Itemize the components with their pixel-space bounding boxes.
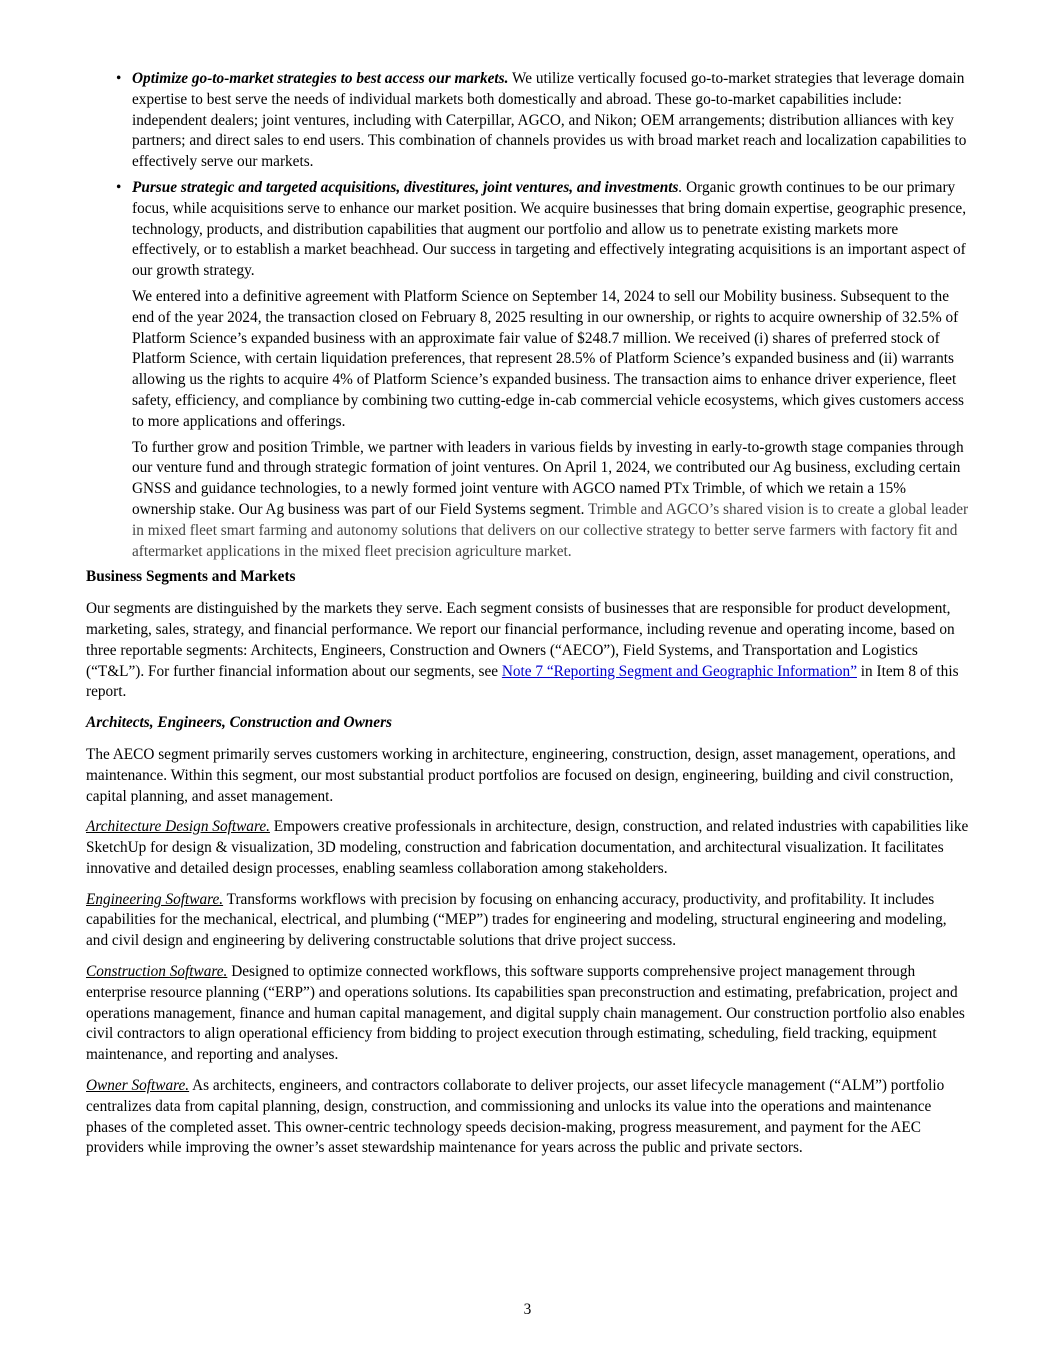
item-label: Construction Software. xyxy=(86,963,228,981)
ventures-text-gray: Trimble and AGCO’s shared vision is to create a global leader in mixed fleet smart farming and autonomy solutions that delivers on our collective strategy to better serve farmers with factory fit and aftermarket applications in the mixed fleet precision agriculture market. xyxy=(132,500,969,560)
item-text: Transforms workflows with precision by focusing on enhancing accuracy, productivity, and profitability. It includes capabilities for the mechanical, electrical, and plumbing (“MEP”) trades for engineering and modeling, structural engineering and modeling, and civil design and engineering by delivering constructable solutions that drive project success. xyxy=(86,890,947,950)
bullet-paragraph xyxy=(132,178,969,282)
segments-intro-text: Our segments are distinguished by the markets they serve. Each segment consists of businesses that are responsible for product development, marketing, sales, strategy, and financial performance. We report our financial performance, including revenue and operating income, based on three reportable segments: Architects, Engineers, Construction and Owners (“AECO”), Field Systems, and Transportation and Logistics (“T&L”). For further financial information about our segments, see xyxy=(86,600,955,680)
bullet-title: Optimize go-to-market strategies to best access our markets. xyxy=(132,70,509,87)
ventures-text: To further grow and position Trimble, we partner with leaders in various fields by investing in early-to-growth stage companies through our venture fund and through strategic formation of joint ventures. On April 1, 2024, we contributed our Ag business, excluding certain GNSS and guidance technologies, to a newly formed joint venture with AGCO named PTx Trimble, of which we retain a 15% ownership stake. Our Ag business was part of our Field Systems segment. xyxy=(132,438,964,518)
construction-software-paragraph xyxy=(86,962,969,1066)
item-text: Empowers creative professionals in architecture, design, construction, and related industries with capabilities like SketchUp for design & visualization, 3D modeling, construction and fabrication documentation, and architectural visualization. It facilitates innovative and detailed design processes, enabling seamless collaboration among stakeholders. xyxy=(86,818,969,877)
engineering-software-paragraph xyxy=(86,890,969,952)
page-number: 3 xyxy=(523,1301,532,1318)
bullet-text: Organic growth continues to be our primary focus, while acquisitions serve to enhance our market position. We acquire businesses that bring domain expertise, geographic presence, technology, products, and distribution capabilities that augment our portfolio and allow us to penetrate existing markets more effectively, or to establish a market beachhead. Our success in targeting and effectively integrating acquisitions is an important aspect of our growth strategy. xyxy=(132,178,967,280)
ventures-paragraph xyxy=(86,438,969,563)
owner-software-paragraph xyxy=(86,1076,969,1159)
segments-intro-paragraph xyxy=(86,599,969,703)
bullet-dot: • xyxy=(116,178,122,196)
bullet-title-suffix: . xyxy=(678,178,683,196)
section-heading-segments: Business Segments and Markets xyxy=(86,568,296,586)
item-label: Engineering Software. xyxy=(86,890,224,908)
bullet-text: We utilize vertically focused go-to-market strategies that leverage domain expertise to best serve the needs of individual markets both domestically and abroad. These go-to-market capabilities include: independent dealers; joint ventures, including with Caterpillar, AGCO, and Nikon; OEM arrangements; distribution alliances with key partners; and direct sales to end users. This combination of channels provides us with broad market reach and localization capabilities to effectively serve our markets. xyxy=(132,70,967,171)
item-label: Architecture Design Software. xyxy=(86,818,270,836)
bullet-title: Pursue strategic and targeted acquisitions, divestitures, joint ventures, and investments xyxy=(132,178,679,196)
bullet-acquisitions xyxy=(86,178,969,282)
segments-intro-end: in Item 8 of this report. xyxy=(86,662,959,701)
platform-science-paragraph: We entered into a definitive agreement with Platform Science on September 14, 2024 to sell our Mobility business. Subsequent to the end of the year 2024, the transaction closed on February 8, 2025 resulting in our ownership, or rights to acquire ownership of 32.5% of Platform Science’s expanded business with an approximate fair value of $248.7 million. We received (i) shares of preferred stock of Platform Science, with certain liquidation preferences, that represent 28.5% of Platform Science’s expanded business and (ii) warrants allowing us the rights to acquire 4% of Platform Science’s expanded business. The transaction aims to enhance driver experience, fleet safety, efficiency, and compliance by combining two cutting-edge in-cab commercial vehicle ecosystems, which gives customers access to more applications and offerings. xyxy=(132,287,964,430)
item-text: As architects, engineers, and contractors collaborate to deliver projects, our asset lifecycle management (“ALM”) portfolio centralizes data from capital planning, design, construction, and commissioning and unlocks its value into the operations and maintenance phases of the completed asset. This owner-centric technology speeds decision-making, progress measurement, and payment for the AEC providers while improving the owner’s asset stewardship maintenance for years across the public and private sectors. xyxy=(86,1077,945,1157)
item-text: Designed to optimize connected workflows, this software supports comprehensive project management through enterprise resource planning (“ERP”) and operations solutions. Its capabilities span preconstruction and estimating, prefabrication, project and operations management, finance and human capital management, and digital supply chain management. Our construction portfolio also enables civil contractors to align operational efficiency from bidding to project execution through estimating, scheduling, field tracking, equipment maintenance, and reporting and analyses. xyxy=(86,963,965,1064)
bullet-go-to-market xyxy=(86,69,969,173)
aeco-intro-paragraph: The AECO segment primarily serves customers working in architecture, engineering, construction, design, asset management, operations, and maintenance. Within this segment, our most substantial product portfolios are focused on design, engineering, building and civil construction, capital planning, and asset management. xyxy=(86,745,956,805)
bullet-dot: • xyxy=(116,70,122,87)
section-heading-aeco: Architects, Engineers, Construction and Owners xyxy=(86,714,393,732)
note-7-link[interactable]: Note 7 “Reporting Segment and Geographic Information” xyxy=(501,662,857,680)
bullet-paragraph xyxy=(132,69,969,173)
item-label: Owner Software. xyxy=(86,1077,190,1095)
architecture-design-paragraph xyxy=(86,817,969,879)
